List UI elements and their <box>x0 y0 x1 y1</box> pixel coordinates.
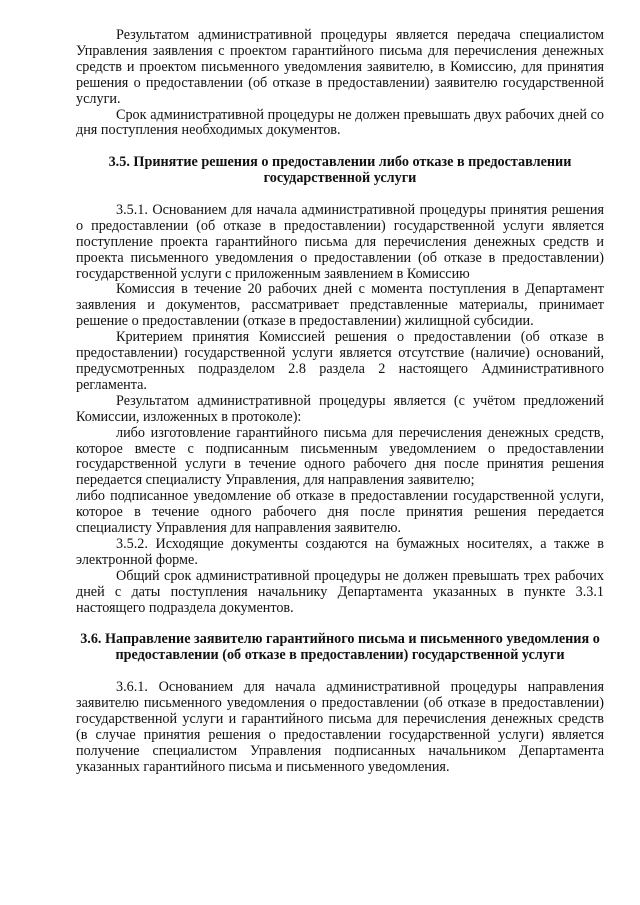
paragraph: Результатом административной процедуры является (с учётом предложений Комиссии, изложенных в протоколе): <box>76 392 604 425</box>
section-heading-3-5: 3.5. Принятие решения о предоставлении либо отказе в предоставлении государственной услуги <box>108 154 572 187</box>
paragraph: 3.6.1. Основанием для начала административной процедуры направления заявителю письменного уведомления о предоставлении (об отказе в предоставлении) государственной услуги и гарантийного письма для перечисления денежных средств (в случае принятия решения о предоставлении государственной услуги) является получение специалистом Управления подписанных начальником Департамента указанных гарантийного письма и письменного уведомления. <box>76 679 604 775</box>
paragraph: Комиссия в течение 20 рабочих дней с момента поступления в Департамент заявления и документов, рассматривает представленные материалы, принимает решение о предоставлении (отказе в предоставлении) жилищной субсидии. <box>76 281 604 330</box>
paragraph: 3.5.1. Основанием для начала административной процедуры принятия решения о предоставлении (об отказе в предоставлении) государственной услуги является поступление проекта гарантийного письма для перечисления денежных средств и проекта письменного уведомления о предоставлении (об отказе в предоставлении) государственной услуги с приложенным заявлением в Комиссию <box>76 201 604 282</box>
paragraph: либо подписанное уведомление об отказе в предоставлении государственной услуги, которое в течение одного рабочего дня после принятия решения передается специалисту Управления для направления заявителю. <box>76 488 604 537</box>
paragraph: либо изготовление гарантийного письма для перечисления денежных средств, которое вместе с подписанным письменным уведомлением о предоставлении государственной услуги в течение одного рабочего дня после принятия решения передается специалисту Управления, для направления заявителю; <box>76 424 604 489</box>
paragraph: Критерием принятия Комиссией решения о предоставлении (об отказе в предоставлении) государственной услуги является отсутствие (наличие) оснований, предусмотренных подразделом 2.8 раздела 2 настоящего Административного регламента. <box>76 329 604 393</box>
paragraph: Результатом административной процедуры является передача специалистом Управления заявления с проектом гарантийного письма для перечисления денежных средств и проектом письменного уведомления заявителю, в Комиссию, для принятия решения о предоставлении (об отказе в предоставлении) заявителю государственной услуги. <box>76 27 604 107</box>
paragraph: Срок административной процедуры не должен превышать двух рабочих дней со дня поступления необходимых документов. <box>76 106 604 139</box>
paragraph: 3.5.2. Исходящие документы создаются на бумажных носителях, а также в электронной форме. <box>76 535 604 568</box>
paragraph: Общий срок административной процедуры не должен превышать трех рабочих дней с даты поступления начальнику Департамента указанных в пункте 3.3.1 настоящего подраздела документов. <box>76 567 604 616</box>
section-heading-3-6: 3.6. Направление заявителю гарантийного письма и письменного уведомления о предоставлении (об отказе в предоставлении) государственной услуги <box>80 631 600 664</box>
